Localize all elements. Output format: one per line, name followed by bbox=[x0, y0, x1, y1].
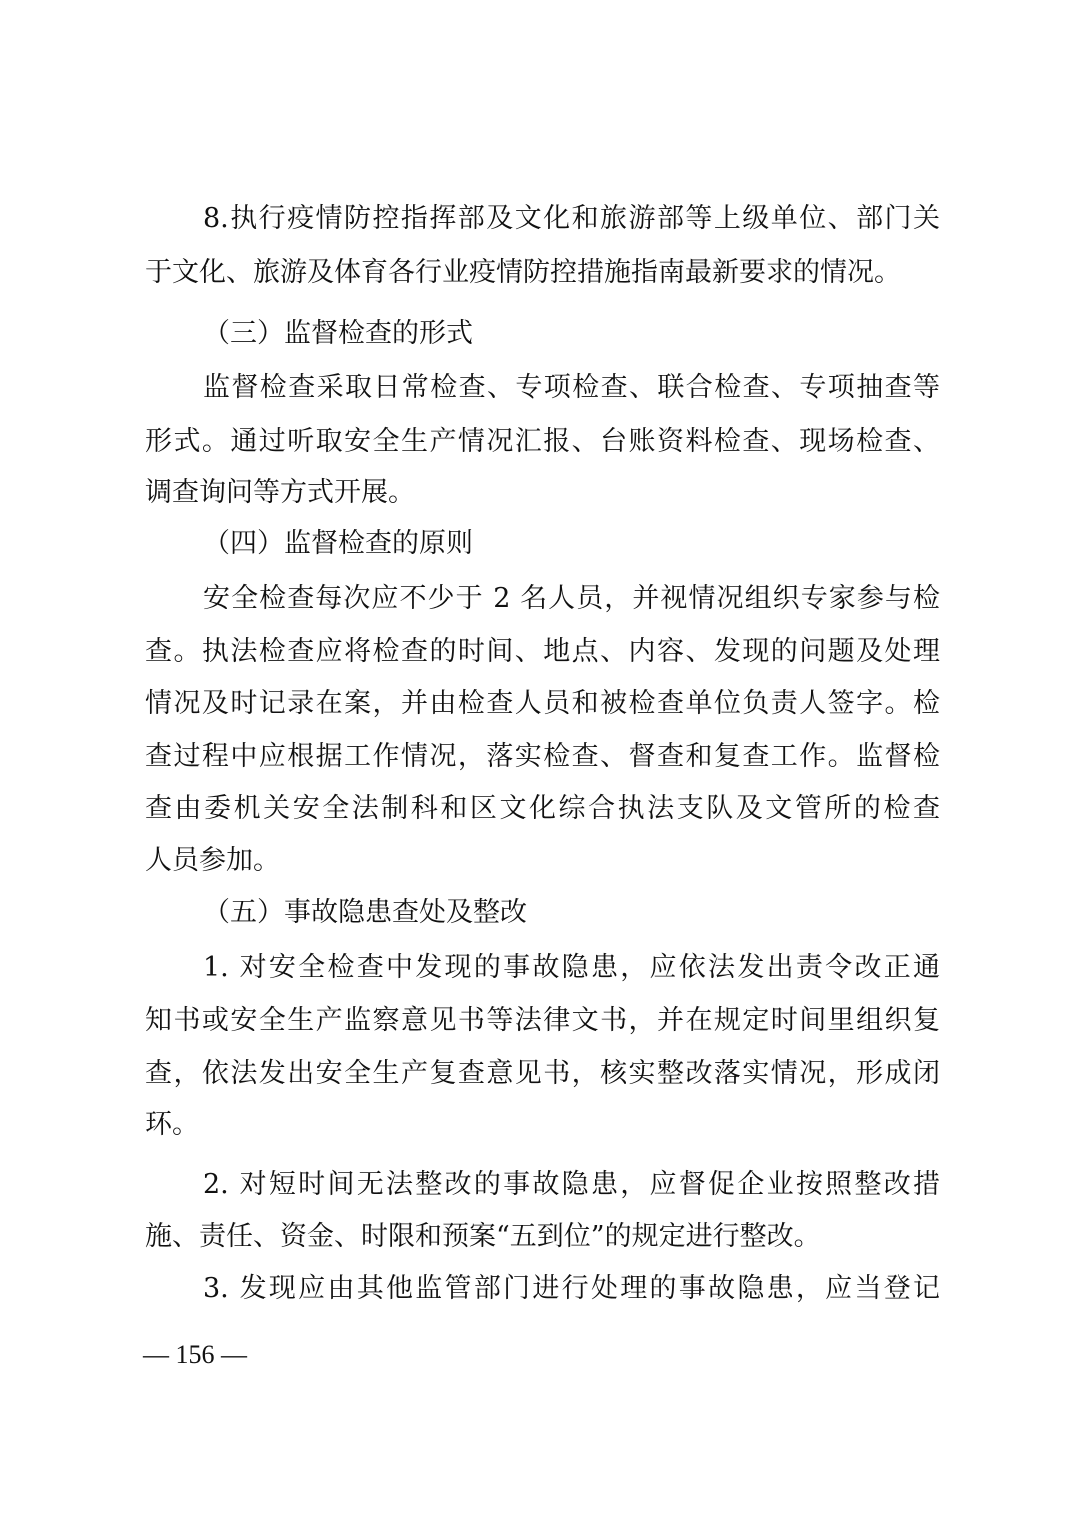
section-heading: （三）监督检查的形式 bbox=[203, 318, 473, 349]
paragraph-line: 2. 对短时间无法整改的事故隐患，应督促企业按照整改措 bbox=[203, 1169, 940, 1200]
paragraph-line: 安全检查每次应不少于 2 名人员，并视情况组织专家参与检 bbox=[203, 583, 940, 614]
paragraph-line: 人员参加。 bbox=[145, 845, 280, 876]
paragraph-line: 环。 bbox=[145, 1109, 199, 1140]
paragraph-line: 查过程中应根据工作情况，落实检查、督查和复查工作。监督检 bbox=[145, 741, 940, 772]
paragraph-line: 查，依法发出安全生产复查意见书，核实整改落实情况，形成闭 bbox=[145, 1058, 940, 1089]
paragraph-line: 施、责任、资金、时限和预案“五到位”的规定进行整改。 bbox=[145, 1221, 821, 1252]
section-heading: （四）监督检查的原则 bbox=[203, 528, 473, 559]
paragraph-line: 8.执行疫情防控指挥部及文化和旅游部等上级单位、部门关 bbox=[203, 203, 940, 234]
paragraph-line: 于文化、旅游及体育各行业疫情防控措施指南最新要求的情况。 bbox=[145, 257, 901, 288]
paragraph-line: 形式。通过听取安全生产情况汇报、台账资料检查、现场检查、 bbox=[145, 426, 940, 457]
paragraph-line: 知书或安全生产监察意见书等法律文书，并在规定时间里组织复 bbox=[145, 1005, 940, 1036]
paragraph-line: 调查询问等方式开展。 bbox=[145, 477, 415, 508]
paragraph-line: 查。执法检查应将检查的时间、地点、内容、发现的问题及处理 bbox=[145, 636, 940, 667]
paragraph-line: 1. 对安全检查中发现的事故隐患，应依法发出责令改正通 bbox=[203, 952, 940, 983]
paragraph-line: 查由委机关安全法制科和区文化综合执法支队及文管所的检查 bbox=[145, 793, 940, 824]
section-heading: （五）事故隐患查处及整改 bbox=[203, 897, 527, 928]
paragraph-line: 监督检查采取日常检查、专项检查、联合检查、专项抽查等 bbox=[203, 372, 940, 403]
page-number: — 156 — bbox=[143, 1340, 247, 1369]
paragraph-line: 情况及时记录在案，并由检查人员和被检查单位负责人签字。检 bbox=[145, 688, 940, 719]
paragraph-line: 3. 发现应由其他监管部门进行处理的事故隐患，应当登记 bbox=[203, 1273, 940, 1304]
